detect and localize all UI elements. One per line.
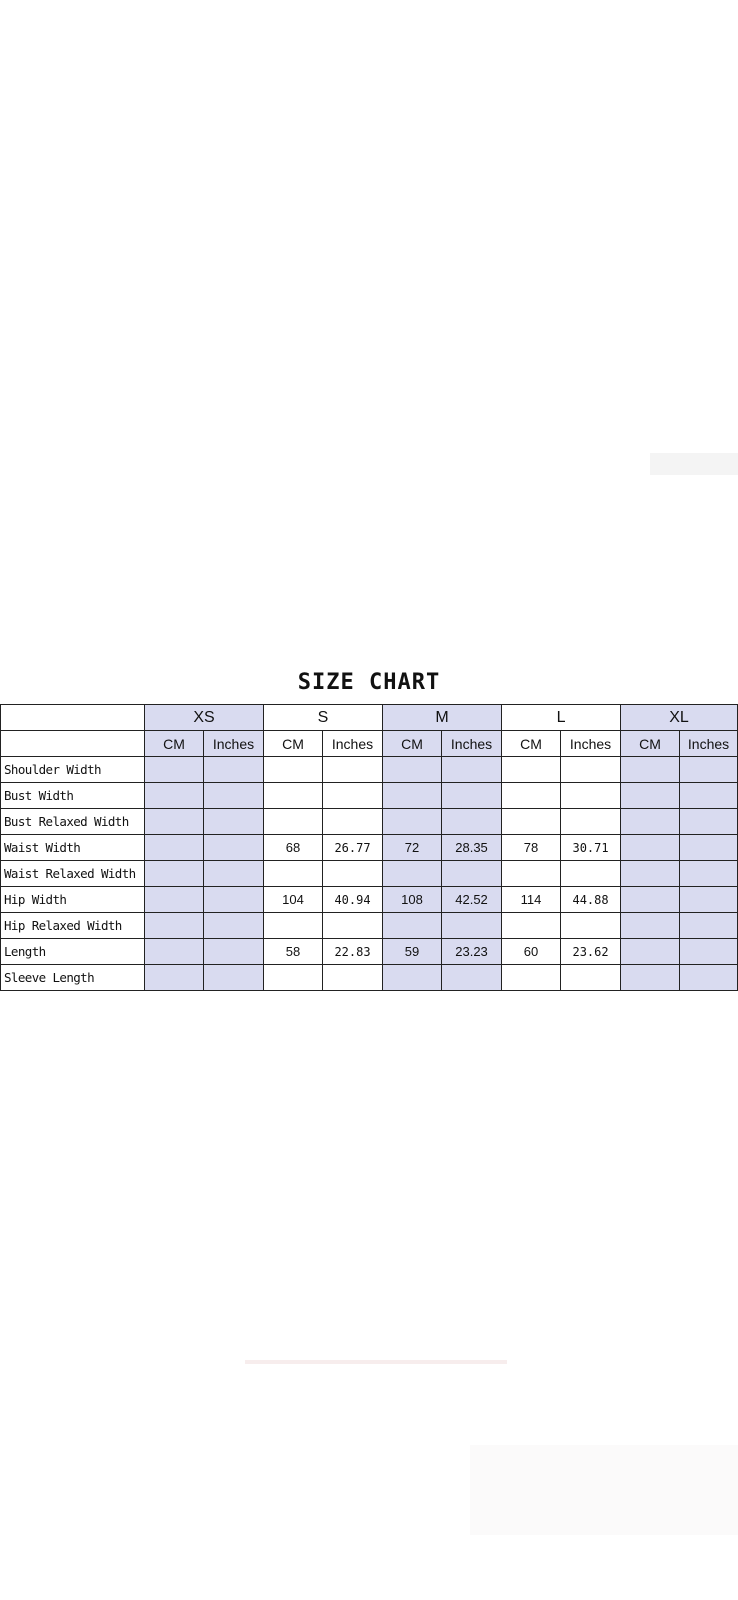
unit-header-inches: Inches	[442, 731, 502, 757]
table-row	[1, 939, 738, 965]
unit-header-cm: CM	[621, 731, 680, 757]
size-header-m: M	[383, 705, 502, 731]
measurement-value: 42.52	[442, 887, 502, 913]
measurement-value	[442, 809, 502, 835]
measurement-value	[204, 757, 264, 783]
measurement-value	[621, 757, 680, 783]
table-row	[1, 965, 738, 991]
measurement-value: 104	[264, 887, 323, 913]
measurement-value	[442, 757, 502, 783]
measurement-value	[204, 965, 264, 991]
faded-background-band	[470, 1445, 738, 1535]
measurement-value	[502, 913, 561, 939]
measurement-value	[621, 965, 680, 991]
size-chart-table	[0, 704, 738, 991]
unit-header-inches: Inches	[204, 731, 264, 757]
unit-header-cm: CM	[145, 731, 204, 757]
measurement-value	[264, 913, 323, 939]
measurement-value	[145, 835, 204, 861]
measurement-value	[442, 861, 502, 887]
measurement-label: Hip Relaxed Width	[1, 913, 145, 939]
measurement-value: 22.83	[323, 939, 383, 965]
measurement-value	[264, 861, 323, 887]
measurement-value: 26.77	[323, 835, 383, 861]
measurement-value	[323, 913, 383, 939]
measurement-value	[561, 861, 621, 887]
measurement-value: 72	[383, 835, 442, 861]
measurement-value	[680, 783, 738, 809]
measurement-value	[145, 861, 204, 887]
measurement-value	[145, 783, 204, 809]
measurement-value	[680, 757, 738, 783]
measurement-value	[561, 913, 621, 939]
measurement-label: Hip Width	[1, 887, 145, 913]
measurement-value: 28.35	[442, 835, 502, 861]
measurement-value	[680, 965, 738, 991]
corner-cell	[1, 731, 145, 757]
table-row	[1, 861, 738, 887]
measurement-value	[383, 861, 442, 887]
measurement-value	[680, 939, 738, 965]
measurement-value	[204, 835, 264, 861]
measurement-value	[383, 809, 442, 835]
table-row	[1, 887, 738, 913]
measurement-label: Waist Relaxed Width	[1, 861, 145, 887]
measurement-label: Bust Relaxed Width	[1, 809, 145, 835]
table-row	[1, 913, 738, 939]
measurement-value	[561, 757, 621, 783]
measurement-value	[680, 835, 738, 861]
measurement-value: 114	[502, 887, 561, 913]
unit-header-cm: CM	[383, 731, 442, 757]
measurement-label: Bust Width	[1, 783, 145, 809]
measurement-value	[323, 861, 383, 887]
measurement-value	[145, 939, 204, 965]
measurement-value: 108	[383, 887, 442, 913]
measurement-value: 40.94	[323, 887, 383, 913]
measurement-value	[264, 965, 323, 991]
measurement-value	[680, 913, 738, 939]
measurement-value	[323, 757, 383, 783]
size-chart-title: SIZE CHART	[297, 670, 441, 695]
measurement-value	[204, 861, 264, 887]
measurement-value: 44.88	[561, 887, 621, 913]
measurement-value: 30.71	[561, 835, 621, 861]
unit-header-cm: CM	[264, 731, 323, 757]
measurement-value: 60	[502, 939, 561, 965]
measurement-value: 23.23	[442, 939, 502, 965]
corner-cell	[1, 705, 145, 731]
measurement-value	[561, 965, 621, 991]
measurement-value	[204, 887, 264, 913]
measurement-value	[621, 861, 680, 887]
unit-header-inches: Inches	[561, 731, 621, 757]
measurement-value: 68	[264, 835, 323, 861]
measurement-value	[145, 887, 204, 913]
measurement-label: Sleeve Length	[1, 965, 145, 991]
measurement-value	[680, 887, 738, 913]
measurement-value	[204, 939, 264, 965]
measurement-value	[621, 835, 680, 861]
size-header-xl: XL	[621, 705, 738, 731]
measurement-value	[383, 783, 442, 809]
measurement-value: 59	[383, 939, 442, 965]
faded-background-band	[650, 453, 738, 475]
measurement-value	[323, 809, 383, 835]
measurement-value	[145, 809, 204, 835]
measurement-value	[442, 783, 502, 809]
measurement-value	[502, 965, 561, 991]
measurement-value	[621, 939, 680, 965]
measurement-label: Shoulder Width	[1, 757, 145, 783]
measurement-value	[383, 913, 442, 939]
measurement-value	[145, 913, 204, 939]
measurement-value: 78	[502, 835, 561, 861]
measurement-value	[621, 913, 680, 939]
size-header-row	[1, 705, 738, 731]
measurement-value	[680, 809, 738, 835]
measurement-value	[502, 783, 561, 809]
measurement-value	[621, 887, 680, 913]
faded-background-band	[245, 1360, 507, 1364]
measurement-value	[264, 809, 323, 835]
measurement-value	[383, 965, 442, 991]
measurement-value	[561, 809, 621, 835]
measurement-value	[561, 783, 621, 809]
measurement-value	[383, 757, 442, 783]
measurement-value	[502, 757, 561, 783]
table-row	[1, 809, 738, 835]
measurement-value	[680, 861, 738, 887]
unit-header-inches: Inches	[323, 731, 383, 757]
measurement-value	[204, 783, 264, 809]
measurement-value	[502, 861, 561, 887]
table-row	[1, 835, 738, 861]
size-header-xs: XS	[145, 705, 264, 731]
unit-header-inches: Inches	[680, 731, 738, 757]
table-row	[1, 757, 738, 783]
measurement-value: 58	[264, 939, 323, 965]
measurement-value	[323, 783, 383, 809]
unit-header-row	[1, 731, 738, 757]
measurement-value	[264, 783, 323, 809]
measurement-value	[442, 965, 502, 991]
measurement-value	[323, 965, 383, 991]
unit-header-cm: CM	[502, 731, 561, 757]
table-row	[1, 783, 738, 809]
measurement-value	[264, 757, 323, 783]
measurement-value: 23.62	[561, 939, 621, 965]
measurement-value	[621, 809, 680, 835]
measurement-label: Waist Width	[1, 835, 145, 861]
size-header-s: S	[264, 705, 383, 731]
measurement-value	[204, 913, 264, 939]
measurement-value	[204, 809, 264, 835]
measurement-label: Length	[1, 939, 145, 965]
size-header-l: L	[502, 705, 621, 731]
measurement-value	[145, 965, 204, 991]
measurement-value	[502, 809, 561, 835]
measurement-value	[621, 783, 680, 809]
measurement-value	[145, 757, 204, 783]
measurement-value	[442, 913, 502, 939]
